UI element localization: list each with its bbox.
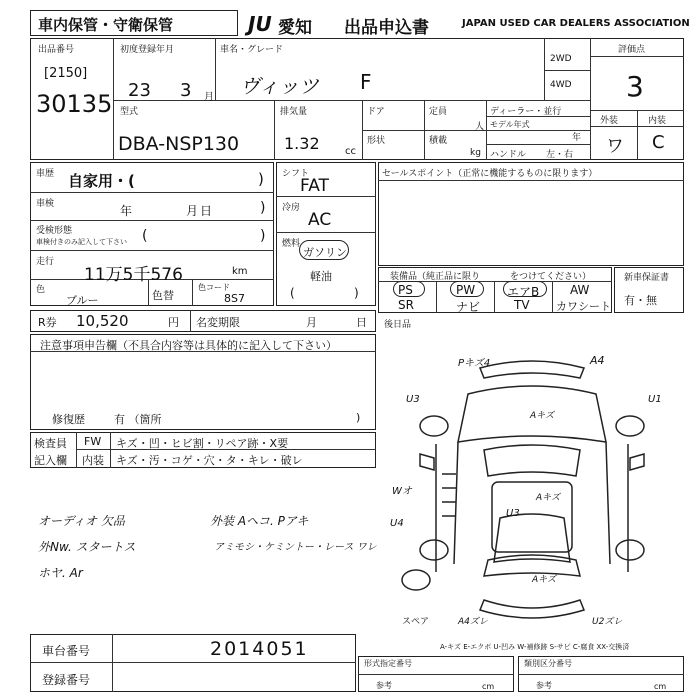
rating-interior: C: [652, 132, 665, 153]
equip-tv: TV: [514, 298, 530, 312]
repair-value: 有 （箇所: [114, 413, 162, 426]
note-line-3: ホヤ. Ar: [38, 566, 83, 580]
handle-label: ハンドル: [490, 150, 527, 160]
interior-items-label: 内装: [82, 454, 104, 467]
receive-open: (: [142, 228, 148, 244]
mark-spare: スペア: [402, 617, 430, 627]
sales-point-label: セールスポイント（正常に機能するものに限ります）: [382, 169, 598, 179]
mark-bottom-right: U2ズレ: [592, 617, 623, 627]
displacement-unit: cc: [345, 146, 356, 157]
repair-label: 修復歴: [52, 413, 85, 426]
car-diagram: [380, 334, 684, 636]
ju-logo: JU: [248, 12, 272, 36]
chassis-value: 2014051: [210, 638, 309, 660]
mark-rear: Aキズ: [532, 575, 556, 585]
notes-label: 注意事項申告欄（不具合内容等は具体的に記入して下さい）: [40, 339, 337, 352]
drive-4wd: 4WD: [550, 80, 572, 90]
doors-label: ドア: [367, 107, 385, 117]
color-change-label: 色替: [152, 289, 174, 302]
registration-label: 登録番号: [42, 673, 91, 687]
mark-right-top: U1: [648, 394, 662, 405]
history-value: 自家用・(: [68, 172, 135, 190]
damage-legend: A-キズ E-エクボ U-凹み W-補修跡 S-サビ C-腐食 XX-交換済: [440, 643, 630, 651]
equipment-label: 装備品（純正品に限り: [390, 272, 481, 282]
fuel-diesel: 軽油: [310, 270, 332, 283]
ps-circle: [393, 281, 425, 297]
rating-label: 評価点: [618, 45, 646, 55]
rating-exterior-label: 外装: [600, 116, 619, 126]
airbag-circle: [503, 281, 547, 297]
equip-airbag: エアB: [507, 285, 540, 299]
color-code: 8S7: [224, 292, 245, 305]
mark-middle: U3: [506, 508, 520, 519]
equip-navi: ナビ: [456, 300, 481, 314]
inspection-month-unit: 月: [186, 204, 199, 218]
model-year-unit: 年: [572, 133, 582, 143]
post-date-label: 後日品: [384, 320, 412, 330]
inspection-close: ): [260, 200, 266, 216]
receive-note: 車検付きのみ記入して下さい: [36, 238, 127, 246]
mileage-value: 11万5千576: [84, 265, 183, 285]
receive-label: 受検形態: [36, 226, 73, 236]
first-reg-month-unit: 月: [204, 92, 214, 103]
history-close: ): [258, 170, 264, 188]
note-line-2: 外Nw. スタートス: [38, 540, 136, 554]
mark-top-right: A4: [590, 354, 605, 367]
model-code: DBA-NSP130: [118, 133, 240, 155]
capacity-label: 定員: [429, 107, 448, 117]
cooling-value: AC: [308, 210, 332, 230]
shift-value: FAT: [300, 176, 329, 196]
detail-notes: アミモシ・ケミントー・レース ワレ: [214, 542, 377, 553]
shift-label: シフト: [282, 169, 310, 179]
form-ref-label: 参考: [376, 681, 392, 690]
warranty-options: 有・無: [624, 294, 657, 307]
class-cm-unit: cm: [654, 682, 667, 691]
equipment-label-tail: をつけてください）: [510, 272, 592, 282]
form-cm-unit: cm: [482, 682, 495, 691]
dealer-label: ディーラー・並行: [490, 107, 562, 117]
fw-label: FW: [84, 435, 102, 448]
equip-seat: カワシート: [556, 300, 611, 313]
form-number-label: 形式指定番号: [364, 659, 412, 668]
mark-hood: Aキズ: [530, 411, 554, 421]
load-unit: kg: [470, 148, 481, 158]
mark-left-top: U3: [406, 394, 420, 405]
recycle-unit: 円: [168, 316, 179, 329]
color-code-label: 色コード: [198, 283, 230, 292]
displacement-value: 1.32: [284, 134, 320, 153]
mark-left-mid: Wオ: [392, 486, 412, 497]
mark-top-left: Pキズ4: [458, 358, 491, 369]
chassis-label: 車台番号: [42, 644, 91, 658]
class-number-label: 類別区分番号: [524, 659, 572, 668]
inspector-label1: 検査員: [34, 437, 67, 450]
mileage-unit: km: [232, 266, 248, 277]
inspection-year-unit: 年: [120, 204, 133, 218]
equip-pw: PW: [456, 283, 476, 297]
lot-sub-number: [2150]: [44, 66, 88, 81]
class-ref-label: 参考: [536, 681, 552, 690]
history-label: 車歴: [36, 169, 55, 179]
brand-name: 愛知: [278, 18, 312, 38]
inspection-label: 車検: [36, 199, 55, 209]
mark-roof: Aキズ: [536, 493, 560, 503]
pw-circle: [450, 281, 484, 297]
color-label: 色: [36, 285, 46, 295]
receive-close: ): [260, 228, 266, 244]
lot-label: 出品番号: [38, 45, 75, 55]
car-name: ヴィッツ: [240, 74, 319, 98]
first-reg-year: 23: [128, 80, 151, 101]
mileage-label: 走行: [36, 257, 55, 267]
equip-ps: PS: [398, 283, 413, 297]
interior-items: キズ・汚・コゲ・穴・タ・キレ・破レ: [116, 454, 303, 467]
rating-exterior: ワ: [606, 136, 624, 157]
name-change-day: 日: [356, 316, 367, 329]
mark-bottom-left: A4ズレ: [458, 617, 488, 627]
inspector-label2: 記入欄: [34, 454, 67, 467]
association-name: JAPAN USED CAR DEALERS ASSOCIATION: [462, 18, 690, 29]
shape-label: 形状: [367, 136, 386, 146]
inspection-day-unit: 日: [200, 204, 213, 218]
warranty-label: 新車保証書: [624, 273, 670, 283]
color-value: ブルー: [66, 294, 99, 307]
displacement-label: 排気量: [280, 107, 308, 117]
recycle-label: R券: [38, 316, 57, 329]
recycle-value: 10,520: [76, 312, 129, 330]
handle-options: 左・右: [546, 150, 574, 160]
fuel-other-close: ): [354, 286, 359, 300]
storage-label: 車内保管・守衛保管: [38, 16, 174, 34]
fuel-label: 燃料: [282, 239, 301, 249]
mark-left-low: U4: [390, 518, 404, 529]
fuel-gasoline: ガソリン: [303, 246, 347, 259]
equip-aw: AW: [570, 283, 590, 297]
car-grade: F: [360, 70, 372, 94]
first-reg-month: 3: [180, 80, 192, 101]
drive-2wd: 2WD: [550, 54, 572, 64]
name-change-label: 名変期限: [196, 316, 240, 329]
car-name-label: 車名・グレード: [220, 45, 284, 55]
exterior-notes: 外装 Aヘコ. Pアキ: [210, 514, 309, 528]
first-reg-label: 初度登録年月: [120, 45, 175, 55]
rating-interior-label: 内装: [648, 116, 667, 126]
capacity-unit: 人: [475, 122, 485, 132]
note-line-1: オーディオ 欠品: [38, 514, 125, 528]
name-change-month: 月: [306, 316, 317, 329]
lot-number: 30135: [36, 90, 113, 118]
fw-items: キズ・凹・ヒビ割・リペア跡・X要: [116, 437, 289, 450]
fuel-other-open: (: [290, 286, 295, 300]
repair-close: ): [356, 411, 361, 424]
load-label: 積載: [429, 136, 448, 146]
model-year-label: モデル年式: [490, 120, 530, 129]
cooling-label: 冷房: [282, 203, 301, 213]
rating-score: 3: [626, 70, 644, 103]
form-title: 出品申込書: [344, 18, 429, 38]
equip-sr: SR: [398, 298, 414, 312]
model-label: 型式: [120, 107, 139, 117]
